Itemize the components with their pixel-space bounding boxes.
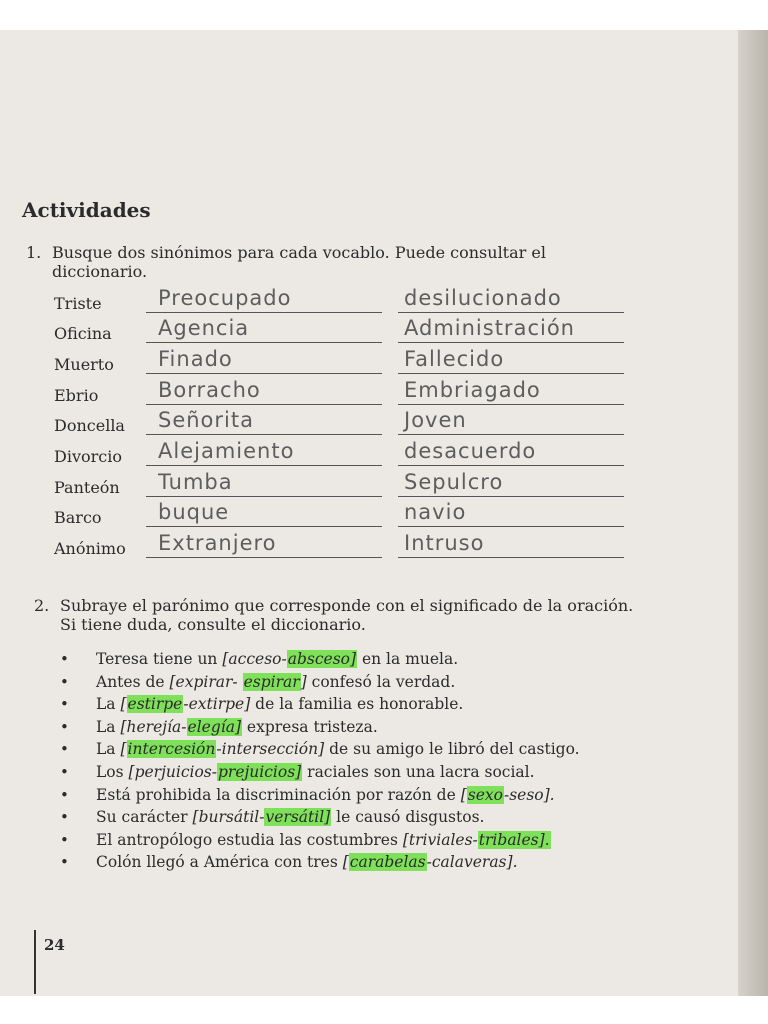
sentence-end: expresa tristeza.	[242, 717, 378, 736]
synonym-row	[54, 316, 634, 352]
option-1[interactable]: carabelas	[349, 853, 426, 872]
bracket-open: [	[192, 808, 199, 827]
handwritten-synonym-2: Fallecido	[404, 347, 505, 371]
sentence-end: raciales son una lacra social.	[302, 762, 535, 781]
answer-line-2[interactable]	[398, 373, 624, 374]
answer-line-1[interactable]	[146, 342, 382, 343]
paronym-item	[58, 648, 628, 671]
option-2[interactable]: espirar	[243, 672, 300, 691]
bracket-open: [	[120, 717, 127, 736]
sentence-start: Colón llegó a América con tres	[96, 853, 343, 872]
handwritten-synonym-2: desilucionado	[404, 286, 562, 310]
bracket-open: [	[222, 650, 229, 668]
bracket-open: [	[169, 672, 176, 691]
question-2	[34, 596, 634, 634]
option-2[interactable]: absceso]	[287, 650, 357, 668]
answer-line-2[interactable]	[398, 404, 624, 405]
sentence-start: Los	[96, 762, 129, 781]
vocab-word: Panteón	[54, 478, 120, 497]
synonym-row	[54, 347, 634, 383]
vocab-word: Muerto	[54, 355, 114, 374]
question-2-text: Subraye el parónimo que corresponde con el significado de la oración. Si tiene duda, consulte el diccionario.	[60, 596, 634, 634]
sentence-start: Su carácter	[96, 808, 193, 827]
sentence-start: La	[96, 695, 121, 714]
answer-line-1[interactable]	[146, 312, 382, 313]
option-1[interactable]: triviales-	[408, 830, 478, 849]
handwritten-synonym-2: Sepulcro	[404, 470, 504, 494]
bracket-open: [	[342, 853, 349, 872]
synonym-row	[54, 470, 634, 506]
option-1[interactable]: bursátil-	[198, 808, 265, 827]
paronym-list	[58, 648, 628, 874]
paronym-item	[58, 693, 628, 716]
page-number-rule	[34, 930, 36, 994]
synonym-row	[54, 408, 634, 444]
sentence-start: Teresa tiene un	[96, 650, 223, 668]
sentence-end: en la muela.	[357, 650, 459, 668]
vocab-word: Anónimo	[54, 539, 126, 558]
vocab-word: Ebrio	[54, 386, 99, 405]
answer-line-2[interactable]	[398, 526, 624, 527]
handwritten-synonym-1: Señorita	[158, 408, 254, 432]
answer-line-2[interactable]	[398, 496, 624, 497]
paronym-item	[58, 784, 628, 807]
bracket-close: ]	[300, 672, 307, 691]
vocab-word: Barco	[54, 508, 102, 527]
option-2[interactable]: -calaveras].	[426, 853, 518, 872]
paronym-item	[58, 806, 628, 829]
handwritten-synonym-1: buque	[158, 500, 230, 524]
handwritten-synonym-2: Joven	[404, 408, 467, 432]
vocab-word: Oficina	[54, 324, 112, 343]
sentence-end: le causó disgustos.	[331, 808, 485, 827]
handwritten-synonym-2: Embriagado	[404, 378, 541, 402]
option-2[interactable]: -extirpe]	[183, 695, 251, 714]
handwritten-synonym-1: Tumba	[158, 470, 233, 494]
sentence-start: El antropólogo estudia las costumbres	[96, 830, 403, 849]
question-2-number: 2.	[34, 596, 50, 615]
answer-line-1[interactable]	[146, 404, 382, 405]
vocab-word: Doncella	[54, 416, 125, 435]
answer-line-2[interactable]	[398, 465, 624, 466]
option-2[interactable]: -intersección]	[216, 740, 325, 759]
sentence-start: La	[96, 717, 121, 736]
synonym-row	[54, 378, 634, 414]
activities-heading: Actividades	[22, 198, 151, 222]
bracket-open: [	[120, 695, 127, 714]
synonym-row	[54, 531, 634, 567]
bracket-open: [	[128, 762, 135, 781]
synonym-row	[54, 500, 634, 536]
page-edge-shadow	[738, 30, 768, 996]
paronym-item	[58, 829, 628, 852]
handwritten-synonym-1: Borracho	[158, 378, 261, 402]
sentence-end: de la familia es honorable.	[250, 695, 464, 714]
answer-line-2[interactable]	[398, 557, 624, 558]
answer-line-1[interactable]	[146, 434, 382, 435]
answer-line-1[interactable]	[146, 557, 382, 558]
option-2[interactable]: tribales].	[478, 830, 550, 849]
paronym-item	[58, 738, 628, 761]
paronym-item	[58, 761, 628, 784]
sentence-end: de su amigo le libró del castigo.	[324, 740, 580, 759]
option-1[interactable]: intercesión	[127, 740, 216, 759]
option-2[interactable]: prejuicios]	[218, 762, 302, 781]
option-1[interactable]: acceso-	[228, 650, 287, 668]
option-1[interactable]: expirar-	[175, 672, 243, 691]
paronym-item	[58, 671, 628, 694]
option-1[interactable]: sexo	[467, 785, 503, 804]
sentence-start: Antes de	[96, 672, 170, 691]
answer-line-2[interactable]	[398, 342, 624, 343]
handwritten-synonym-2: navio	[404, 500, 467, 524]
sentence-end: confesó la verdad.	[306, 672, 456, 691]
vocab-word: Divorcio	[54, 447, 122, 466]
answer-line-1[interactable]	[146, 465, 382, 466]
synonym-row	[54, 439, 634, 475]
answer-line-2[interactable]	[398, 312, 624, 313]
paronym-item	[58, 716, 628, 739]
option-2[interactable]: versátil]	[265, 808, 331, 827]
option-1[interactable]: perjuicios-	[134, 762, 217, 781]
bracket-open: [	[460, 785, 467, 804]
bracket-open: [	[402, 830, 409, 849]
handwritten-synonym-1: Agencia	[158, 316, 250, 340]
answer-line-1[interactable]	[146, 526, 382, 527]
answer-line-1[interactable]	[146, 373, 382, 374]
handwritten-synonym-2: Intruso	[404, 531, 485, 555]
option-1[interactable]: herejía-	[126, 717, 187, 736]
answer-line-2[interactable]	[398, 434, 624, 435]
vocab-word: Triste	[54, 294, 102, 313]
sentence-start: La	[96, 740, 121, 759]
sentence-start: Está prohibida la discriminación por razón de	[96, 785, 461, 804]
option-2[interactable]: elegía]	[187, 717, 241, 736]
handwritten-synonym-2: desacuerdo	[404, 439, 537, 463]
question-1-text: Busque dos sinónimos para cada vocablo. Puede consultar el diccionario.	[52, 243, 546, 281]
answer-line-1[interactable]	[146, 496, 382, 497]
bracket-open: [	[120, 740, 127, 759]
option-2[interactable]: -seso].	[503, 785, 555, 804]
paronym-item	[58, 851, 628, 874]
handwritten-synonym-1: Extranjero	[158, 531, 277, 555]
option-1[interactable]: estirpe	[127, 695, 183, 714]
handwritten-synonym-1: Preocupado	[158, 286, 292, 310]
handwritten-synonym-1: Finado	[158, 347, 233, 371]
handwritten-synonym-2: Administración	[404, 316, 575, 340]
question-1	[26, 243, 636, 281]
handwritten-synonym-1: Alejamiento	[158, 439, 295, 463]
page-number: 24	[44, 936, 65, 954]
question-1-number: 1.	[26, 243, 42, 262]
